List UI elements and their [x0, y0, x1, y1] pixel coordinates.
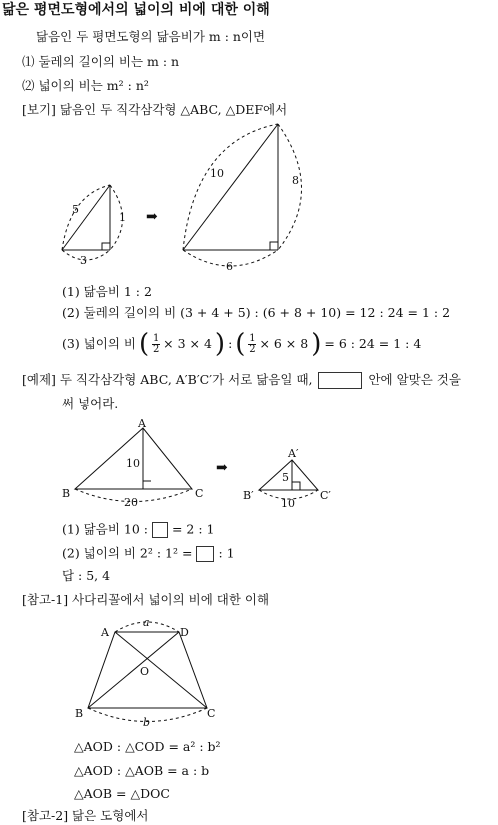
- ref1-heading: [참고-1] 사다리꼴에서 넓이의 비에 대한 이해: [22, 592, 270, 607]
- frac-num: 1: [152, 332, 160, 344]
- fraction-half-2: [248, 334, 256, 355]
- area-suffix: = 6 : 24 = 1 : 4: [324, 335, 422, 351]
- small-hyp-label: 5: [72, 203, 79, 216]
- problem-area-suffix: : 1: [218, 545, 235, 561]
- large-hyp-label: 10: [210, 167, 224, 180]
- frac-den-2: 2: [249, 343, 256, 355]
- problem-big-triangle: [62, 417, 203, 509]
- big-B-label: B: [62, 487, 71, 500]
- big-A-label: A: [138, 417, 146, 430]
- intro-text: 닮음인 두 평면도형의 닮음비가 m : n이면: [36, 29, 266, 44]
- answer-box-blank[interactable]: [318, 372, 362, 389]
- problem-heading-cont: 써 넣어라.: [62, 396, 119, 411]
- small-C-label: C′: [320, 489, 331, 502]
- problem-small-triangle: [243, 447, 331, 510]
- large-base-label: 6: [226, 260, 233, 273]
- fraction-half: [152, 334, 160, 355]
- ratio-answer-box[interactable]: [152, 522, 168, 538]
- small-base-label: 3: [80, 254, 87, 267]
- large-vert-label: 8: [292, 174, 299, 187]
- frac-num-2: 1: [249, 332, 256, 344]
- area-term-b: × 6 × 8: [259, 335, 309, 351]
- trap-B-label: B: [75, 707, 84, 720]
- trap-O-label: O: [140, 665, 150, 678]
- trap-D-label: D: [180, 626, 189, 639]
- problem-area-prefix: (2) 넓이의 비 2² : 1² =: [62, 545, 193, 561]
- big-C-label: C: [195, 487, 204, 500]
- large-right-triangle: [183, 124, 302, 273]
- paren-close-2: ): [311, 329, 322, 359]
- small-right-triangle: [62, 185, 126, 267]
- frac-den: 2: [152, 343, 160, 355]
- area-prefix: (3) 넓이의 비: [62, 335, 136, 351]
- problem-ratio-suffix: = 2 : 1: [171, 521, 215, 537]
- problem-heading-b: 안에 알맞은 것을: [368, 372, 461, 387]
- problem-heading: [22, 372, 461, 389]
- area-answer-box[interactable]: [196, 546, 214, 562]
- trap-C-label: C: [207, 707, 216, 720]
- area-term-a: × 3 × 4: [163, 335, 212, 351]
- problem-area-line: [62, 546, 235, 562]
- rule-perimeter: ⑴ 둘레의 길이의 비는 m : n: [22, 54, 180, 69]
- arrow-icon: ➡: [146, 209, 158, 225]
- ref1-eq3: △AOB = △DOC: [74, 786, 170, 801]
- paren-open: (: [138, 329, 150, 359]
- small-B-label: B′: [243, 489, 254, 502]
- page-title: 닮은 평면도형에서의 넓이의 비에 대한 이해: [2, 2, 270, 18]
- trapezoid-figure: [75, 616, 215, 729]
- paren-close: ): [214, 329, 226, 359]
- paren-open-2: (: [235, 329, 246, 359]
- example-area-line: [62, 331, 421, 357]
- example-heading: [보기] 닮음인 두 직각삼각형 △ABC, △DEF에서: [22, 102, 288, 117]
- colon: :: [228, 335, 233, 351]
- problem-answer: 답 : 5, 4: [62, 568, 111, 583]
- example-ratio: (1) 닮음비 1 : 2: [62, 284, 152, 299]
- example-perimeter: (2) 둘레의 길이의 비 (3 + 4 + 5) : (6 + 8 + 10) = 12 : 24 = 1 : 2: [62, 305, 451, 320]
- problem-ratio-line: [62, 522, 214, 538]
- big-height-label: 10: [126, 457, 140, 470]
- problem-ratio-prefix: (1) 닮음비 10 :: [62, 521, 148, 537]
- problem-heading-a: [예제] 두 직각삼각형 ABC, A′B′C′가 서로 닮음일 때,: [22, 372, 313, 387]
- ref2-heading: [참고-2] 닮은 도형에서: [22, 808, 149, 823]
- ref1-eq2: △AOD : △AOB = a : b: [74, 763, 210, 778]
- trap-bottom-label: b: [143, 716, 151, 729]
- big-base-label: 20: [124, 496, 138, 509]
- small-base-label: 10: [281, 497, 295, 510]
- small-A-label: A′: [288, 447, 299, 460]
- ref1-eq1: △AOD : △COD = a² : b²: [74, 739, 221, 754]
- trap-A-label: A: [101, 626, 109, 639]
- arrow-icon-2: ➡: [216, 460, 228, 476]
- trap-top-label: a: [143, 616, 150, 629]
- small-height-label: 5: [282, 471, 289, 484]
- rule-area: ⑵ 넓이의 비는 m² : n²: [22, 78, 149, 93]
- small-vert-label: 1: [119, 211, 126, 224]
